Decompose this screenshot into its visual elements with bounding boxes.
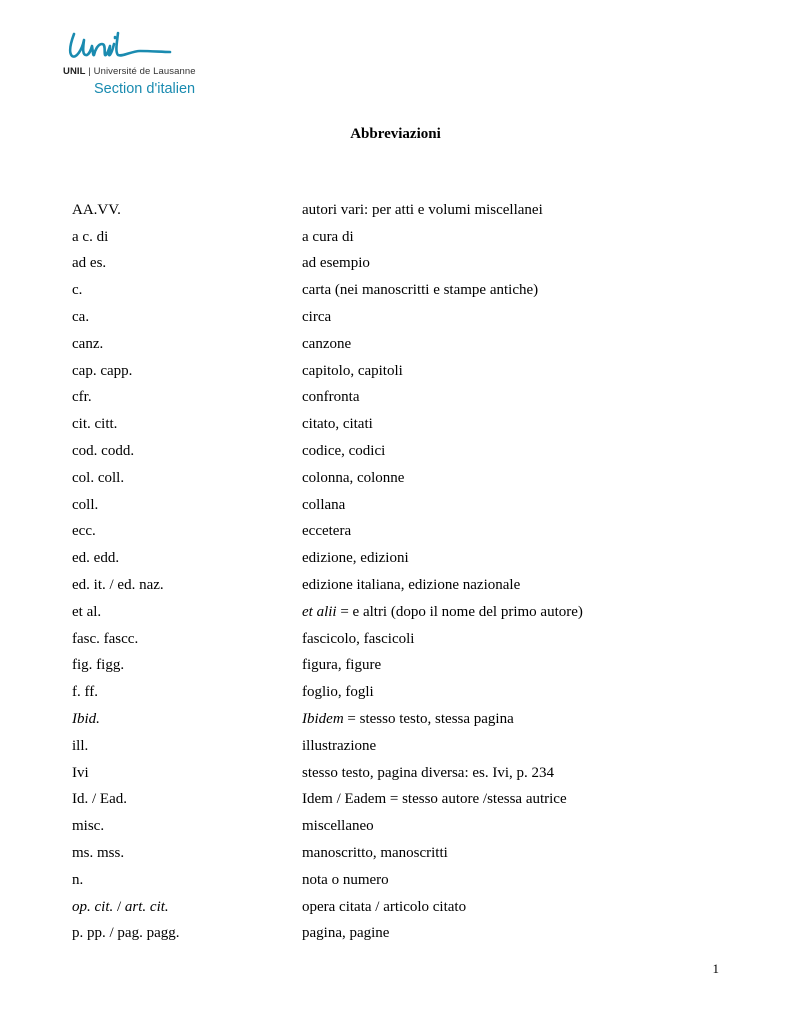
abbreviation: col. coll.	[72, 469, 125, 486]
abbreviation-row	[72, 626, 752, 653]
abbreviation: AA.VV.	[72, 201, 121, 218]
abbreviation: n.	[72, 871, 84, 888]
abbreviation: c.	[72, 282, 83, 299]
abbreviation-row	[72, 385, 752, 412]
abbreviation-row	[72, 438, 752, 465]
abbreviation-meaning: Ibidem = stesso testo, stessa pagina	[302, 711, 514, 728]
abbreviation-meaning: carta (nei manoscritti e stampe antiche)	[302, 282, 539, 299]
abbreviation-meaning: edizione, edizioni	[302, 550, 409, 567]
abbreviation-meaning: a cura di	[302, 228, 354, 245]
abbreviation: ca.	[72, 309, 90, 326]
abbreviation: Ibid.	[72, 711, 100, 728]
abbreviation-meaning: collana	[302, 496, 346, 513]
abbreviation: cfr.	[72, 389, 92, 406]
abbreviation-meaning: ad esempio	[302, 255, 370, 272]
abbreviation-meaning: figura, figure	[302, 657, 382, 674]
abbreviation: ad es.	[72, 255, 107, 272]
abbreviation-row	[72, 277, 752, 304]
abbreviation-meaning: manoscritto, manoscritti	[302, 845, 448, 862]
abbreviation-meaning: Idem / Eadem = stesso autore /stessa autrice	[302, 791, 567, 808]
abbreviation: ill.	[72, 737, 89, 754]
abbreviation-row	[72, 251, 752, 278]
abbreviation-row	[72, 840, 752, 867]
section-name: Section d'italien	[94, 81, 196, 97]
abbreviation-meaning: codice, codici	[302, 443, 386, 460]
abbreviation-row	[72, 331, 752, 358]
abbreviation-meaning: nota o numero	[302, 871, 389, 888]
abbreviation-row	[72, 519, 752, 546]
abbreviation-row	[72, 599, 752, 626]
abbreviation-row	[72, 492, 752, 519]
abbreviation: p. pp. / pag. pagg.	[72, 925, 180, 942]
abbreviation-meaning: edizione italiana, edizione nazionale	[302, 577, 521, 594]
abbreviation-meaning: et alii = e altri (dopo il nome del primo autore)	[302, 603, 583, 620]
abbreviation: ed. it. / ed. naz.	[72, 577, 164, 594]
unil-logo-mark	[62, 28, 172, 66]
abbreviation-meaning: colonna, colonne	[302, 469, 405, 486]
abbreviation-meaning: illustrazione	[302, 737, 377, 754]
abbreviation-row	[72, 894, 752, 921]
abbreviation-row	[72, 679, 752, 706]
abbreviation: cod. codd.	[72, 443, 135, 460]
abbreviation-meaning: fascicolo, fascicoli	[302, 630, 415, 647]
abbreviation-meaning: stesso testo, pagina diversa: es. Ivi, p. 234	[302, 764, 555, 781]
abbreviation-row	[72, 411, 752, 438]
abbreviation: canz.	[72, 335, 104, 352]
abbreviation-meaning: pagina, pagine	[302, 925, 390, 942]
abbreviation-row	[72, 867, 752, 894]
abbreviation-meaning: citato, citati	[302, 416, 373, 433]
abbreviation-row	[72, 760, 752, 787]
abbreviation: a c. di	[72, 228, 109, 245]
abbreviation-row	[72, 224, 752, 251]
abbreviation-row	[72, 465, 752, 492]
abbreviation-list	[72, 197, 752, 947]
abbreviation-row	[72, 653, 752, 680]
abbreviation-row	[72, 304, 752, 331]
abbreviation-meaning: eccetera	[302, 523, 352, 540]
abbreviation-row	[72, 572, 752, 599]
abbreviation-row	[72, 787, 752, 814]
abbreviation-meaning: opera citata / articolo citato	[302, 898, 467, 915]
abbreviation-row	[72, 706, 752, 733]
abbreviation: fasc. fascc.	[72, 630, 139, 647]
abbreviation-meaning: canzone	[302, 335, 352, 352]
abbreviation: ecc.	[72, 523, 96, 540]
abbreviation-row	[72, 733, 752, 760]
abbreviation: coll.	[72, 496, 99, 513]
abbreviation: ed. edd.	[72, 550, 120, 567]
page-number: 1	[712, 961, 719, 976]
abbreviation: cit. citt.	[72, 416, 118, 433]
abbreviation: misc.	[72, 818, 105, 835]
abbreviation: op. cit. / art. cit.	[72, 898, 169, 915]
abbreviation: f. ff.	[72, 684, 98, 701]
unil-logo	[62, 28, 202, 104]
abbreviation-meaning: miscellaneo	[302, 818, 374, 835]
abbreviation-meaning: autori vari: per atti e volumi miscellanei	[302, 201, 543, 218]
abbreviation-row	[72, 921, 752, 948]
abbreviation-meaning: foglio, fogli	[302, 684, 374, 701]
abbreviation: fig. figg.	[72, 657, 125, 674]
abbreviation: Id. / Ead.	[72, 791, 127, 808]
abbreviation-meaning: confronta	[302, 389, 360, 406]
university-name: UNIL | Université de Lausanne	[63, 66, 196, 77]
abbreviation: cap. capp.	[72, 362, 133, 379]
abbreviation: Ivi	[72, 764, 89, 781]
page-title: Abbreviazioni	[350, 126, 441, 142]
abbreviation-row	[72, 197, 752, 224]
abbreviation: ms. mss.	[72, 845, 125, 862]
abbreviation-meaning: circa	[302, 309, 332, 326]
abbreviation-meaning: capitolo, capitoli	[302, 362, 403, 379]
abbreviation-row	[72, 813, 752, 840]
abbreviation: et al.	[72, 603, 102, 620]
abbreviation-row	[72, 358, 752, 385]
abbreviation-row	[72, 545, 752, 572]
